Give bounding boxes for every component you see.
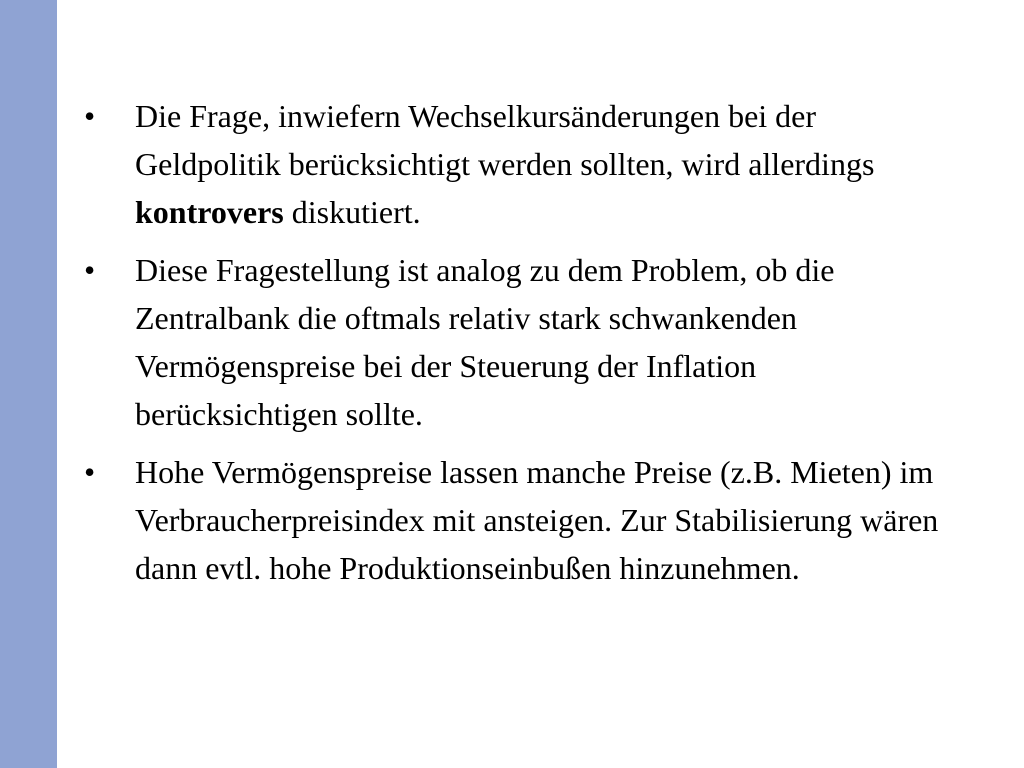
- bullet-item-3: [84, 448, 964, 592]
- bullet-item-2: [84, 246, 964, 438]
- bullet-text-3: Hohe Vermögenspreise lassen manche Preise (z.B. Mieten) im Verbraucherpreisindex mit ansteigen. Zur Stabilisierung wären dann evtl. hohe Produktionseinbußen hinzunehmen.: [135, 454, 939, 586]
- bullet-text-2: Diese Fragestellung ist analog zu dem Problem, ob die Zentralbank die oftmals relativ stark schwankenden Vermögenspreise bei der Steuerung der Inflation berücksichtigen sollte.: [135, 252, 835, 432]
- bullet-icon: •: [84, 98, 96, 134]
- bullet-icon: •: [84, 252, 96, 288]
- bullet-text-1-end: diskutiert.: [283, 194, 421, 230]
- left-accent-bar: [0, 0, 57, 768]
- bullet-text-1-start: Die Frage, inwiefern Wechselkursänderungen bei der Geldpolitik berücksichtigt werden sollten, wird allerdings: [135, 98, 875, 182]
- bullet-list: [84, 92, 964, 592]
- bullet-text-1-bold: kontrovers: [135, 194, 284, 230]
- bullet-item-1: [84, 92, 964, 236]
- bullet-icon: •: [84, 454, 96, 490]
- slide-content: [84, 92, 964, 602]
